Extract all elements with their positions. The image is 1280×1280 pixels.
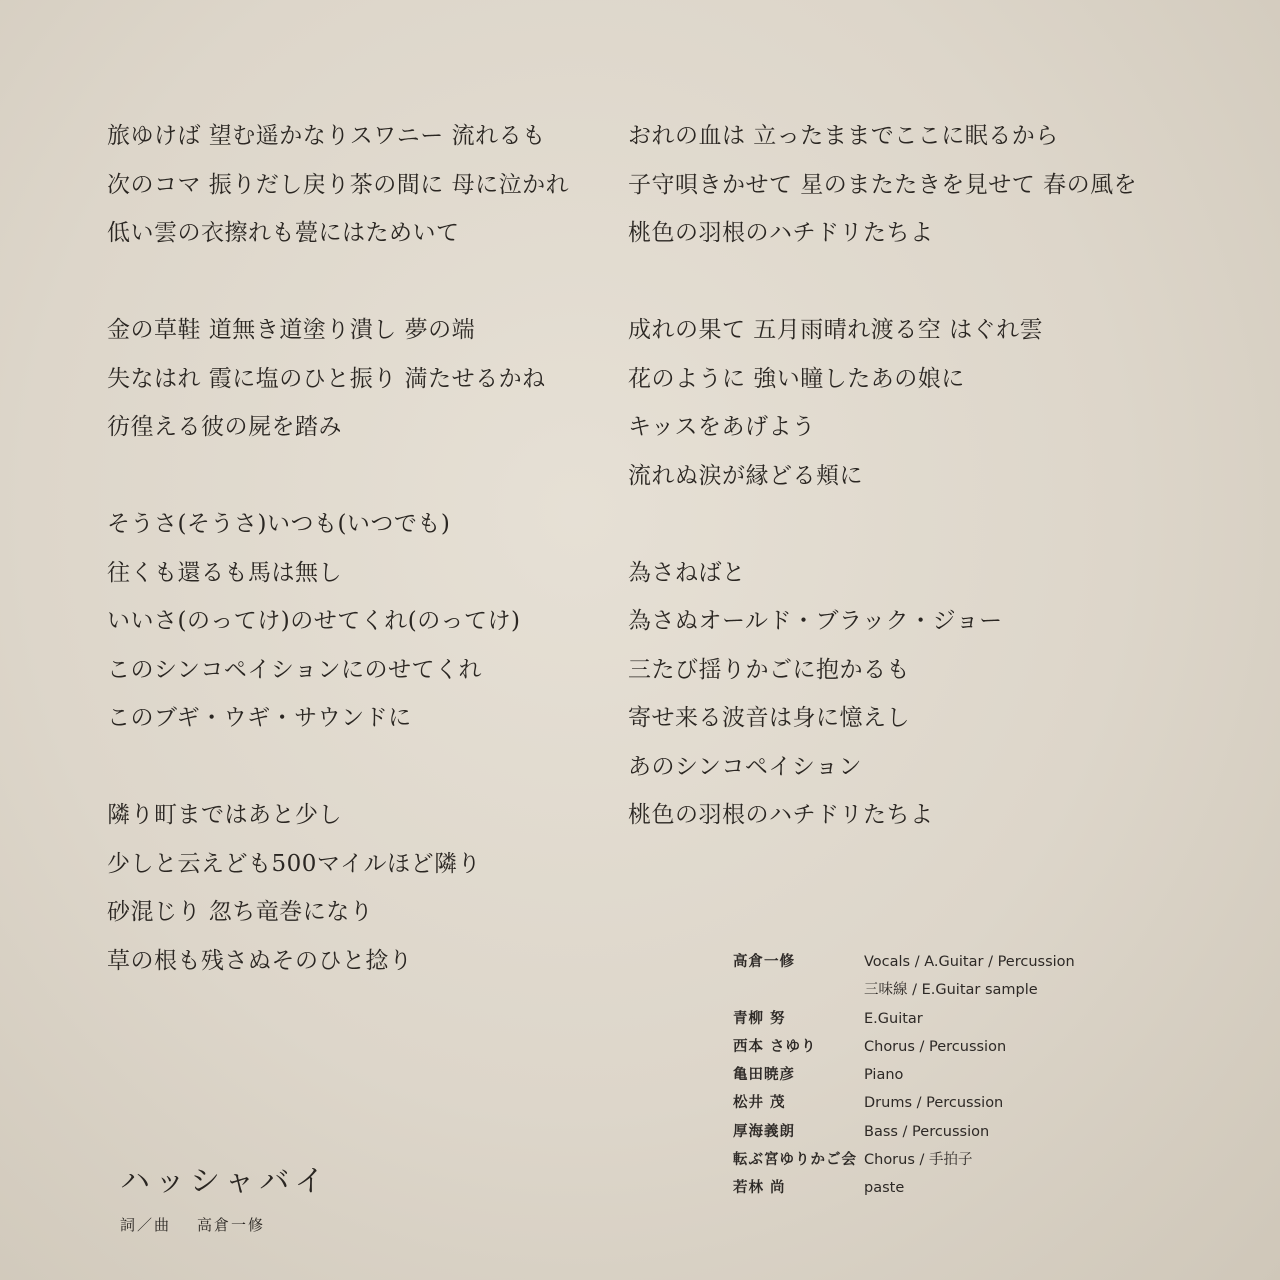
credit-label: 詞／曲 [120,1216,172,1234]
lyric-line: おれの血は 立ったままでここに眠るから [628,123,1059,149]
lyric-line: そうさ(そうさ)いつも(いつでも) [107,511,451,537]
lyric-line: 彷徨える彼の屍を踏み [107,414,342,440]
stanza-gap [107,258,607,307]
song-title: ハッシャバイ [120,1164,330,1199]
stanza-gap [628,500,1188,549]
lyric-line: 少しと云えども500マイルほど隣り [107,850,481,877]
lyric-line: 花のように 強い瞳したあの娘に [628,365,965,392]
lyric-line: 為さぬオールド・ブラック・ジョー [628,608,1003,634]
lyric-line: あのシンコペイション [628,753,862,780]
personnel-row [733,1146,1113,1174]
personnel-name: 亀田暁彦 [733,1067,795,1084]
personnel-row [733,948,1113,1005]
lyric-line: このシンコペイションにのせてくれ [107,656,482,683]
lyric-line: このブギ・ウギ・サウンドに [107,705,412,731]
personnel-role: Bass / Percussion [864,1123,990,1140]
personnel-name: 高倉一修 [733,954,795,970]
personnel-role: Drums / Percussion [864,1095,1004,1112]
song-title-block [120,1160,329,1235]
lyric-line: 低い雲の衣擦れも甍にはためいて [107,220,460,246]
personnel-role: paste [864,1180,905,1197]
lyric-line: 子守唄きかせて 星のまたたきを見せて 春の風を [628,171,1138,198]
personnel-role: Piano [864,1067,904,1084]
lyric-line: 草の根も残さぬそのひと捻り [107,947,413,974]
personnel-role: E.Guitar [864,1010,923,1027]
personnel-name: 厚海義朗 [733,1123,795,1140]
lyric-line: 成れの果て 五月雨晴れ渡る空 はぐれ雲 [628,317,1044,343]
lyric-line: いいさ(のってけ)のせてくれ(のってけ) [107,608,521,634]
songwriter-credit [120,1214,329,1235]
lyrics-right-column [628,112,1188,840]
stanza-gap [107,743,607,792]
lyric-line: 隣り町まではあと少し [107,802,342,828]
lyric-line: 寄せ来る波音は身に憶えし [628,705,910,731]
lyric-line: 旅ゆけば 望む遥かなりスワニー 流れるも [107,123,546,149]
lyric-line: 失なはれ 霞に塩のひと振り 満たせるかね [107,365,546,392]
personnel-name: 松井 茂 [733,1095,786,1112]
personnel-list [733,948,1113,1203]
personnel-role: Chorus / Percussion [864,1038,1007,1055]
personnel-row [733,1061,1113,1089]
personnel-row [733,1005,1113,1033]
lyric-line: 為さねばと [628,559,746,586]
lyric-line: 桃色の羽根のハチドリたちよ [628,802,934,828]
credit-name: 高倉一修 [197,1216,266,1234]
lyric-line: 次のコマ 振りだし戻り茶の間に 母に泣かれ [107,171,570,198]
lyric-line: 三たび揺りかごに抱かるも [628,656,910,683]
lyric-line: 金の草鞋 道無き道塗り潰し 夢の端 [107,317,476,343]
lyrics-left-column [107,112,607,985]
personnel-name: 転ぶ宮ゆりかご会 [733,1152,857,1169]
personnel-name: 青柳 努 [733,1010,786,1027]
personnel-row [733,1033,1113,1061]
lyric-line: キッスをあげよう [628,414,816,440]
personnel-row [733,1118,1113,1146]
lyric-line: 流れぬ涙が縁どる頬に [628,462,863,489]
personnel-role: Chorus / 手拍子 [864,1152,973,1169]
lyric-line: 桃色の羽根のハチドリたちよ [628,220,934,246]
stanza-gap [628,258,1188,307]
stanza-gap [107,452,607,501]
personnel-row [733,1174,1113,1202]
lyric-line: 砂混じり 忽ち竜巻になり [107,899,374,925]
personnel-row [733,1089,1113,1117]
personnel-name: 西本 さゆり [733,1038,817,1055]
personnel-name: 若林 尚 [733,1180,786,1197]
lyric-line: 往くも還るも馬は無し [107,559,342,586]
personnel-role: Vocals / A.Guitar / Percussion 三味線 / E.Guitar sample [864,954,1075,999]
